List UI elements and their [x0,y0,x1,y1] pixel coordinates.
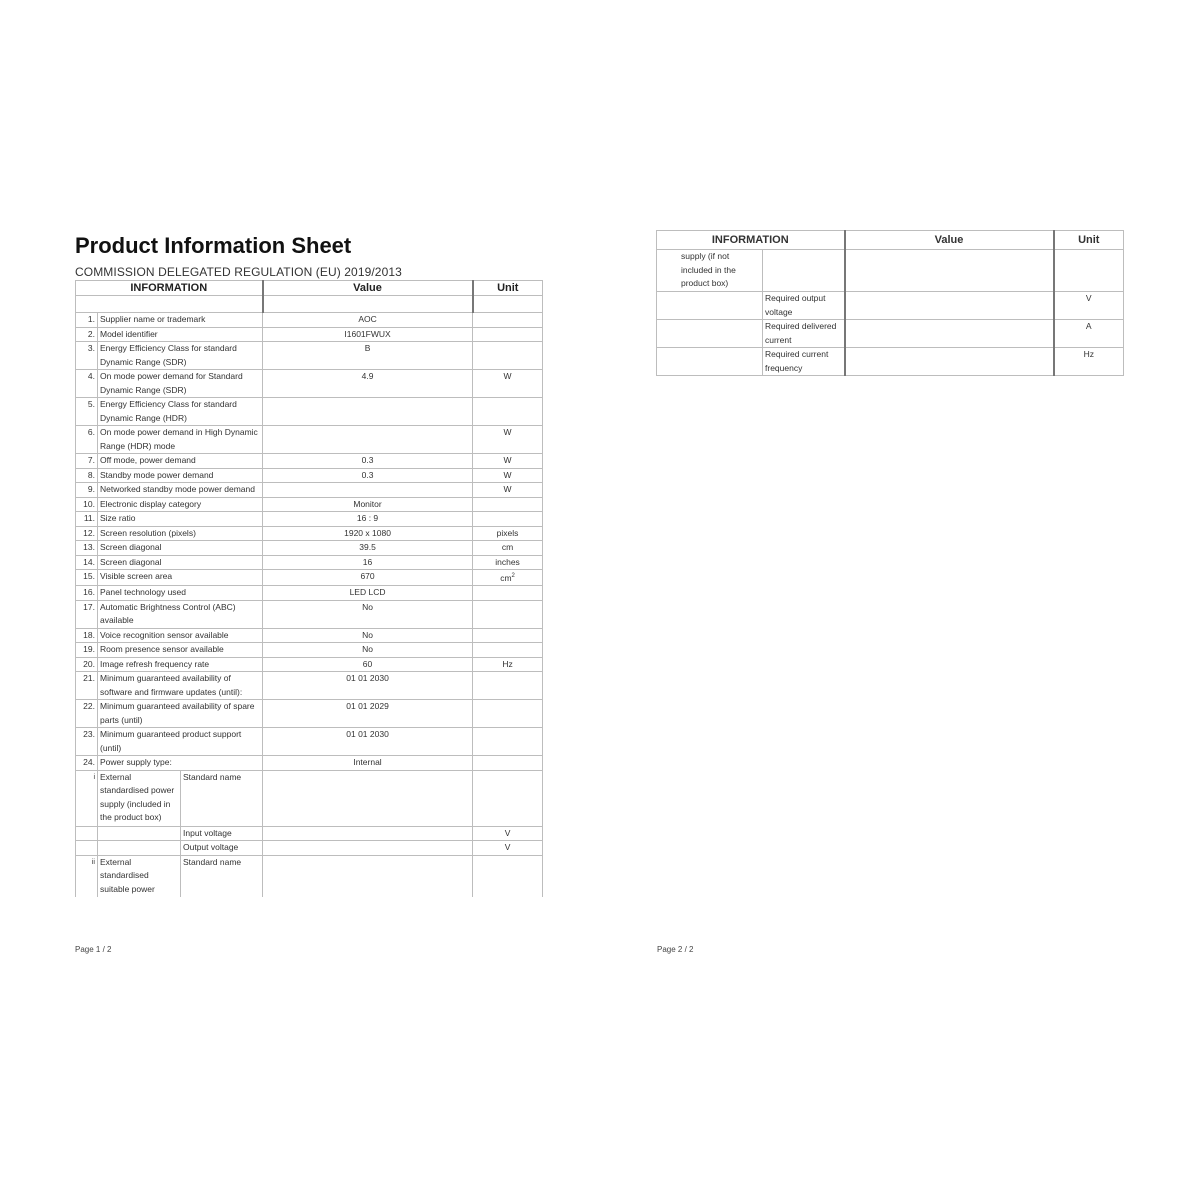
row-label: Model identifier [98,327,263,342]
row-unit: Hz [1054,348,1124,376]
table-row [76,541,543,556]
row-value: 60 [263,657,473,672]
row-value: I1601FWUX [263,327,473,342]
row-number: ii [76,855,98,897]
unit-superscript: 2 [511,573,515,579]
row-number: 19. [76,643,98,658]
table-row [76,672,543,700]
row-unit [473,643,543,658]
row-number: 13. [76,541,98,556]
row-label: Image refresh frequency rate [98,657,263,672]
row-label: Voice recognition sensor available [98,628,263,643]
row-label: Panel technology used [98,586,263,601]
row-unit-text: inches [495,556,520,567]
row-unit-text: W [503,455,512,465]
row-unit [473,526,543,541]
row-unit-text: cm [500,572,512,583]
table-row [657,250,1124,292]
row-label: Automatic Brightness Control (ABC) available [98,600,263,628]
row-value: Monitor [263,497,473,512]
row-number: 22. [76,700,98,728]
header-unit: Unit [1054,231,1124,250]
table-row [76,700,543,728]
row-unit [473,426,543,454]
row-unit [473,555,543,570]
header-information: INFORMATION [76,281,263,296]
row-unit [473,570,543,586]
table-row [76,512,543,527]
row-number: 17. [76,600,98,628]
table-row [76,555,543,570]
row-label: Required current frequency [763,348,845,376]
row-label: Minimum guaranteed availability of spare parts (until) [98,700,263,728]
page-footer-1: Page 1 / 2 [75,945,112,954]
table-row [76,426,543,454]
row-number: 21. [76,672,98,700]
row-unit [473,600,543,628]
row-unit: V [473,841,543,856]
row-label: Energy Efficiency Class for standard Dynamic Range (HDR) [98,398,263,426]
information-table [75,280,543,897]
row-label: Room presence sensor available [98,643,263,658]
row-label: Energy Efficiency Class for standard Dynamic Range (SDR) [98,342,263,370]
row-value: AOC [263,313,473,328]
page-footer-2: Page 2 / 2 [657,945,694,954]
row-unit [473,586,543,601]
table-row [76,826,543,841]
row-number: 10. [76,497,98,512]
table-row [76,370,543,398]
header-value: Value [263,281,473,296]
table-row [657,292,1124,320]
row-number: i [76,770,98,826]
row-value: 0.3 [263,454,473,469]
table-row [76,600,543,628]
row-unit [473,657,543,672]
row-number: 2. [76,327,98,342]
row-unit [473,541,543,556]
row-label: Minimum guaranteed product support (until) [98,728,263,756]
row-number: 18. [76,628,98,643]
row-value: Internal [263,756,473,771]
row-number: 9. [76,483,98,498]
row-label: Screen resolution (pixels) [98,526,263,541]
row-unit-text: W [503,371,512,381]
table-row [76,327,543,342]
row-label: Size ratio [98,512,263,527]
table-row [76,398,543,426]
row-number: 11. [76,512,98,527]
table-row [657,320,1124,348]
row-label: Required output voltage [763,292,845,320]
row-unit [473,512,543,527]
row-label: supply (if not included in the product box) [657,250,763,292]
table-row [76,570,543,586]
table-row [76,586,543,601]
row-number: 6. [76,426,98,454]
row-number: 20. [76,657,98,672]
row-unit [473,756,543,771]
row-unit: V [473,826,543,841]
header-information: INFORMATION [657,231,845,250]
row-value: 4.9 [263,370,473,398]
row-value: B [263,342,473,370]
row-value: 01 01 2030 [263,672,473,700]
table-row [76,643,543,658]
sub-label: Standard name [181,770,263,826]
row-value: 0.3 [263,468,473,483]
row-unit [473,454,543,469]
row-unit [473,313,543,328]
row-value: 670 [263,570,473,586]
row-unit [473,483,543,498]
row-label: Visible screen area [98,570,263,586]
row-value: 16 [263,555,473,570]
row-value: No [263,643,473,658]
row-label: External standardised power supply (included in the product box) [98,770,181,826]
row-value [263,483,473,498]
table-row [76,628,543,643]
row-unit-text: W [503,427,512,437]
table-row [657,348,1124,376]
row-value: No [263,628,473,643]
row-unit [473,672,543,700]
row-label: Screen diagonal [98,541,263,556]
row-unit [473,370,543,398]
row-number: 3. [76,342,98,370]
row-unit [473,700,543,728]
row-unit [473,468,543,483]
header-unit: Unit [473,281,543,296]
row-unit-text: pixels [496,527,519,538]
row-unit-text: cm [501,542,514,552]
row-number: 16. [76,586,98,601]
row-value: 39.5 [263,541,473,556]
row-number: 15. [76,570,98,586]
row-value: 1920 x 1080 [263,526,473,541]
table-row [76,313,543,328]
row-value: 01 01 2029 [263,700,473,728]
information-table-continued [656,230,1124,376]
row-value [263,426,473,454]
table-row [76,728,543,756]
table-header-row [76,281,543,296]
table-row [76,770,543,826]
row-number: 1. [76,313,98,328]
row-number: 23. [76,728,98,756]
table-row [76,497,543,512]
row-number: 8. [76,468,98,483]
row-unit: V [1054,292,1124,320]
row-label: External standardised suitable power [98,855,181,897]
sub-label: Output voltage [181,841,263,856]
table-row [76,526,543,541]
row-label: Electronic display category [98,497,263,512]
row-unit [473,398,543,426]
row-unit [473,342,543,370]
table-row [76,756,543,771]
header-spacer-row [76,296,543,313]
row-label: On mode power demand for Standard Dynamic Range (SDR) [98,370,263,398]
row-value [263,398,473,426]
table-row [76,468,543,483]
row-label: Minimum guaranteed availability of software and firmware updates (until): [98,672,263,700]
row-unit [473,327,543,342]
table-row [76,841,543,856]
page-title: Product Information Sheet [75,233,352,258]
row-unit-text: Hz [502,658,513,669]
row-value: No [263,600,473,628]
row-unit-text: W [503,469,512,480]
row-label: Networked standby mode power demand [98,483,263,498]
table-row [76,657,543,672]
table-row [76,855,543,897]
row-unit-text: W [503,484,512,494]
table-row [76,483,543,498]
row-unit [473,497,543,512]
row-label: Required delivered current [763,320,845,348]
row-number: 5. [76,398,98,426]
table-row [76,342,543,370]
sub-label: Standard name [181,855,263,897]
row-number: 24. [76,756,98,771]
row-number: 4. [76,370,98,398]
row-number: 14. [76,555,98,570]
row-unit: A [1054,320,1124,348]
row-label: Power supply type: [98,756,263,771]
row-label: Off mode, power demand [98,454,263,469]
row-unit [473,628,543,643]
row-number: 12. [76,526,98,541]
row-unit [473,728,543,756]
row-label: On mode power demand in High Dynamic Range (HDR) mode [98,426,263,454]
row-value: LED LCD [263,586,473,601]
sub-label: Input voltage [181,826,263,841]
page-2 [656,230,1124,376]
header-value: Value [845,231,1054,250]
row-label: Screen diagonal [98,555,263,570]
page-1 [75,230,543,897]
row-value: 16 : 9 [263,512,473,527]
row-number: 7. [76,454,98,469]
regulation-subtitle: COMMISSION DELEGATED REGULATION (EU) 2019/2013 [75,265,402,279]
table-row [76,454,543,469]
row-value: 01 01 2030 [263,728,473,756]
row-label: Supplier name or trademark [98,313,263,328]
table-header-row [657,231,1124,250]
row-label: Standby mode power demand [98,468,263,483]
